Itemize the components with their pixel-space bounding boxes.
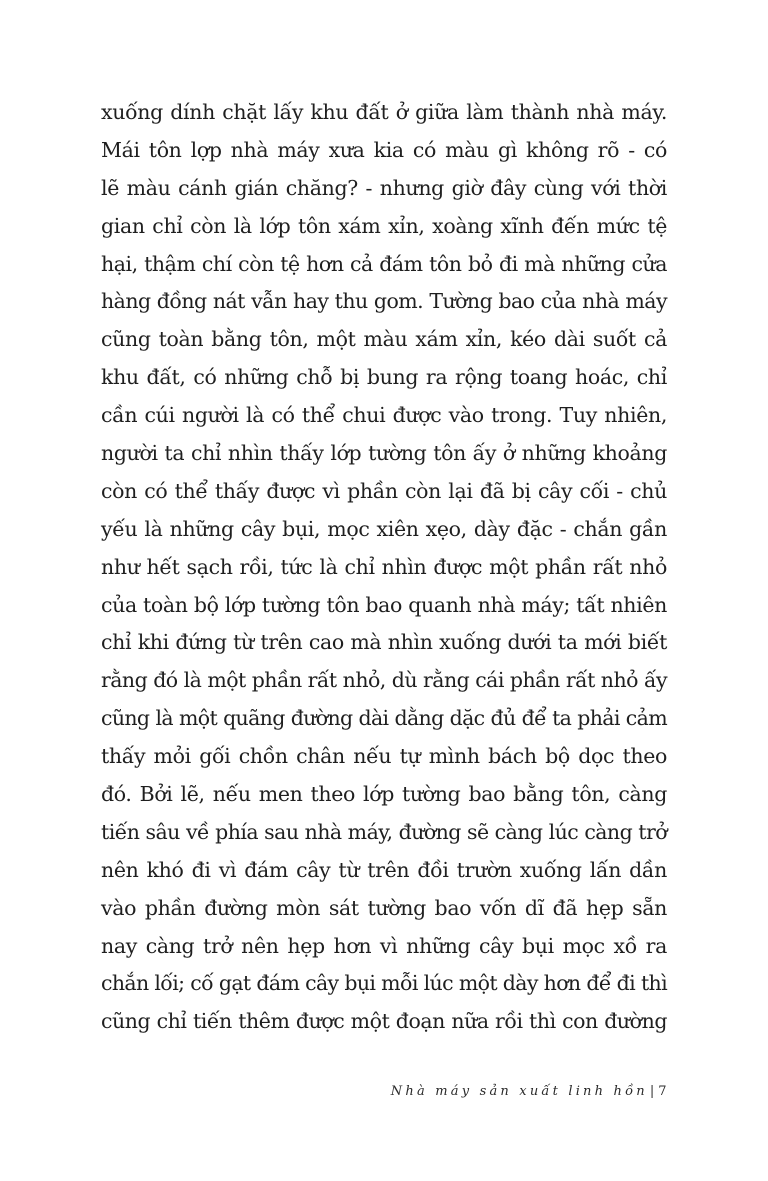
footer-book-title: Nhà máy sản xuất linh hồn [390, 1084, 648, 1099]
text-line: hại, thậm chí còn tệ hơn cả đám tôn bỏ đi mà những cửa [101, 251, 667, 276]
footer-separator: | [649, 1084, 655, 1099]
running-footer [391, 1082, 667, 1102]
text-line: cũng là một quãng đường dài dằng dặc đủ để ta phải cảm [101, 706, 667, 731]
text-line: Mái tôn lợp nhà máy xưa kia có màu gì không rõ - có [101, 137, 667, 162]
text-line: của toàn bộ lớp tường tôn bao quanh nhà máy; tất nhiên [101, 592, 667, 617]
text-line: người ta chỉ nhìn thấy lớp tường tôn ấy ở những khoảng [101, 441, 667, 466]
page-number: 7 [658, 1084, 667, 1099]
text-line: còn có thể thấy được vì phần còn lại đã bị cây cối - chủ [101, 478, 667, 503]
text-line: tiến sâu về phía sau nhà máy, đường sẽ càng lúc càng trở [101, 819, 667, 844]
text-line: cũng chỉ tiến thêm được một đoạn nữa rồi thì con đường [101, 1009, 667, 1034]
text-line: yếu là những cây bụi, mọc xiên xẹo, dày đặc - chắn gần [101, 516, 667, 541]
text-line: chỉ khi đứng từ trên cao mà nhìn xuống dưới ta mới biết [101, 630, 667, 655]
text-line: cần cúi người là có thể chui được vào trong. Tuy nhiên, [101, 403, 667, 428]
text-line: gian chỉ còn là lớp tôn xám xỉn, xoàng xĩnh đến mức tệ [101, 213, 667, 238]
body-text [101, 94, 667, 1041]
text-line: như hết sạch rồi, tức là chỉ nhìn được một phần rất nhỏ [101, 554, 667, 579]
text-line: nay càng trở nên hẹp hơn vì những cây bụi mọc xồ ra [101, 933, 667, 958]
text-line: đó. Bởi lẽ, nếu men theo lớp tường bao bằng tôn, càng [101, 782, 667, 807]
text-line: chắn lối; cố gạt đám cây bụi mỗi lúc một dày hơn để đi thì [101, 971, 667, 996]
text-line: xuống dính chặt lấy khu đất ở giữa làm thành nhà máy. [101, 100, 667, 124]
text-line: lẽ màu cánh gián chăng? - nhưng giờ đây cùng với thời [101, 175, 667, 200]
text-line: khu đất, có những chỗ bị bung ra rộng toang hoác, chỉ [101, 365, 667, 390]
text-line: vào phần đường mòn sát tường bao vốn dĩ đã hẹp sẵn [101, 895, 667, 920]
text-line: hàng đồng nát vẫn hay thu gom. Tường bao của nhà máy [101, 289, 667, 314]
text-line: nên khó đi vì đám cây từ trên đồi trườn xuống lấn dần [101, 857, 667, 882]
text-line: thấy mỏi gối chồn chân nếu tự mình bách bộ dọc theo [101, 744, 667, 769]
text-line: rằng đó là một phần rất nhỏ, dù rằng cái phần rất nhỏ ấy [101, 668, 667, 693]
text-line: cũng toàn bằng tôn, một màu xám xỉn, kéo dài suốt cả [101, 327, 667, 352]
